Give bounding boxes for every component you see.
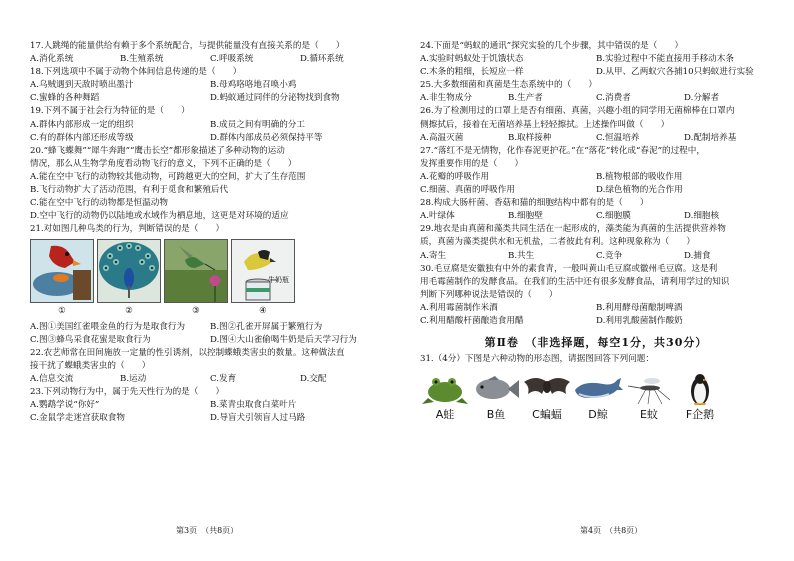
option-a: A.乌贼遇到天敌时喷出墨汁 [30, 80, 134, 91]
option-a: A.叶绿体 [420, 211, 455, 222]
option-b: B.运动 [120, 373, 147, 384]
question-18-options-cd [30, 92, 390, 105]
option-d: D.绿色植物的光合作用 [596, 185, 683, 196]
option-c: C.竞争 [596, 250, 623, 261]
question-25-options [420, 92, 772, 105]
animal-penguin [675, 372, 725, 421]
question-19-options-cd [30, 132, 390, 145]
question-24: 24.下面是“蚂蚁的通讯”探究实验的几个步骤，其中错误的是（ ） [420, 41, 684, 51]
option-d: D.交配 [300, 373, 327, 384]
bird-image-labels [30, 305, 390, 318]
option-d: D.细胞核 [684, 211, 720, 222]
image-label-1: ① [58, 306, 66, 317]
option-c: C.发育 [210, 373, 237, 384]
option-a: A.高温灭菌 [420, 132, 464, 143]
option-a: A.实验时蚂蚁处于饥饿状态 [420, 54, 524, 65]
option-a: A.消化系统 [30, 54, 74, 65]
question-30-line3: 判断下列哪种说法是错误的（ ） [420, 289, 558, 300]
option-d: D.导盲犬引领盲人过马路 [210, 413, 306, 424]
image-label-3: ③ [192, 306, 200, 317]
option-b: B.取样接种 [508, 132, 552, 143]
question-31: 31.（4分）下图是六种动物的形态图，请据图回答下列问题： [420, 354, 654, 365]
question-17: 17.人跳绳的能量供给有赖于多个系统配合，与提供能量没有直接关系的是（ ） [30, 41, 345, 51]
animal-label-e: E蚊 [640, 408, 658, 422]
option-b: B.生产者 [508, 93, 543, 104]
option-b: B.菜青虫取食白菜叶片 [210, 400, 297, 411]
question-28-options [420, 210, 772, 223]
question-19-options-ab [30, 119, 390, 132]
question-21-options-cd [30, 334, 390, 347]
animal-mosquito [624, 372, 674, 421]
option-c: C.图③蜂鸟采食花蜜是取食行为 [30, 334, 151, 345]
option-a: A.能在空中飞行的动物较其他动物，可跨越更大的空间，扩大了生存范围 [30, 171, 306, 182]
option-b: B.实验过程中不能直接用手移动木条 [596, 54, 734, 65]
option-a: A.利用霉菌制作米酒 [420, 302, 498, 313]
question-26-line2: 侧擦拭后，接着在无菌培养基上轻轻擦拭。上述操作叫做（ ） [420, 119, 670, 130]
question-18-options-ab [30, 79, 390, 92]
question-30-options-cd [420, 315, 772, 328]
question-17-options [30, 53, 390, 66]
option-d: D.图④大山雀偷喝牛奶是后天学习行为 [210, 334, 357, 345]
question-18: 18.下列选项中不属于动物个体间信息传递的是（ ） [30, 67, 242, 78]
image-label-2: ② [125, 306, 133, 317]
question-23: 23.下列动物行为中，属于先天性行为的是（ ） [30, 386, 225, 397]
mosquito-icon [624, 372, 674, 406]
question-25: 25.大多数细菌和真菌是生态系统中的（ ） [420, 80, 597, 91]
question-29-line1: 29.地衣是由真菌和藻类共同生活在一起形成的，藻类能为真菌的生活提供营养物 [420, 224, 726, 235]
option-a: A.非生物成分 [420, 93, 472, 104]
animal-fish [471, 372, 521, 421]
option-b: B.飞行动物扩大了活动范围，有利于觅食和繁殖后代 [30, 185, 229, 196]
option-c: C.能在空中飞行的动物都是恒温动物 [30, 198, 168, 209]
option-d: D.群体内部成员必须保持平等 [210, 132, 323, 143]
great-tit-milk-bottle-image [231, 239, 295, 303]
question-23-options-cd [30, 412, 390, 425]
question-19: 19.下列不属于社会行为特征的是（ ） [30, 106, 190, 117]
question-22-line1: 22.农艺师常在田间施放一定量的性引诱剂，以控制蝶蛾类害虫的数量。这种做法直 [30, 347, 345, 358]
option-c: C.金鼠学走迷宫获取食物 [30, 413, 125, 424]
right-column [420, 40, 772, 421]
option-d: D.利用乳酸菌制作酸奶 [596, 315, 683, 326]
option-c: C.恒温培养 [596, 132, 640, 143]
question-30-line1: 30.毛豆腐是安徽独有中外的素食青，一般叫黄山毛豆腐或徽州毛豆腐。这是利 [420, 263, 718, 274]
option-c: C.利用醋酸杆菌酿造食用醋 [420, 315, 524, 326]
option-b: B.成员之间有明确的分工 [210, 119, 305, 130]
option-c: C.蜜蜂的各种舞蹈 [30, 93, 100, 104]
option-d: D.空中飞行的动物仍以陆地或水域作为栖息地，这更是对环境的适应 [30, 211, 289, 222]
penguin-icon [685, 372, 715, 406]
animal-figures [420, 372, 725, 421]
option-b: B.图②孔雀开屏属于繁殖行为 [210, 321, 323, 332]
option-c: C.呼吸系统 [210, 54, 254, 65]
option-d: D.循环系统 [300, 54, 344, 65]
animal-whale [573, 372, 623, 421]
question-22-options [30, 373, 390, 386]
question-27-line1: 27.“落红不是无情物，化作春泥更护花。”在“落花”转化成“春泥”的过程中， [420, 145, 705, 156]
whale-icon [573, 372, 623, 406]
option-b: B.共生 [508, 250, 535, 261]
page-number-3: 第3页 （共8页） [176, 526, 239, 535]
option-a: A.群体内部形成一定的组织 [30, 119, 134, 130]
animal-label-a: A蛙 [435, 408, 455, 422]
question-21: 21.对如图几种鸟类的行为，判断错误的是（ ） [30, 224, 225, 235]
question-27-options-ab [420, 171, 772, 184]
bird-images [30, 239, 390, 303]
question-27-options-cd [420, 184, 772, 197]
question-30-line2: 用毛霉菌制作的发酵食品。在我们的生活中还有很多发酵食品，请利用学过的知识 [420, 276, 730, 287]
animal-label-d: D鲸 [588, 408, 608, 422]
question-20-line1: 20.“蜂飞蝶舞”“犀牛奔跑”“鹰击长空”都形象描述了多种动物的运动 [30, 145, 285, 156]
option-b: B.生殖系统 [120, 54, 164, 65]
question-21-options-ab [30, 321, 390, 334]
fish-icon [473, 372, 519, 406]
question-24-options-ab [420, 53, 772, 66]
option-b: B.利用酵母菌酿制啤酒 [596, 302, 683, 313]
option-b: B.植物根部的吸收作用 [596, 171, 683, 182]
question-23-options-ab [30, 399, 390, 412]
question-20-line2: 情况，那么从生物学角度看动物飞行的意义，下列不正确的是（ ） [30, 158, 297, 169]
bat-icon [522, 372, 572, 406]
question-24-options-cd [420, 66, 772, 79]
option-a: A.鹦鹉学说“你好” [30, 400, 100, 411]
option-d: D.从甲、乙两蚁穴各捕10只蚂蚁进行实验 [596, 67, 754, 78]
option-c: C.有的群体内部还形成等级 [30, 132, 134, 143]
option-b: B.细胞壁 [508, 211, 543, 222]
option-d: D.蚂蚁通过同伴的分泌物找到食物 [210, 93, 340, 104]
option-c: C.木条的粗细，长短应一样 [420, 67, 524, 78]
animal-label-b: B鱼 [486, 408, 506, 422]
peacock-display-image [97, 239, 161, 303]
left-column [30, 40, 390, 425]
question-29-line2: 质，真菌为藻类提供水和无机盐，二者彼此有利。这种现象称为（ ） [420, 237, 696, 248]
option-c: C.消费者 [596, 93, 631, 104]
hummingbird-nectar-image [164, 239, 228, 303]
milk-bottle-label: 牛奶瓶 [268, 276, 289, 285]
frog-icon [422, 372, 468, 406]
option-c: C.细胞膜 [596, 211, 631, 222]
option-d: D.捕食 [684, 250, 711, 261]
question-26-options [420, 132, 772, 145]
page-number-4: 第4页 （共8页） [580, 526, 643, 535]
option-a: A.寄生 [420, 250, 447, 261]
cardinal-feeding-fish-image [30, 239, 94, 303]
animal-frog [420, 372, 470, 421]
option-d: D.配制培养基 [684, 132, 737, 143]
option-b: B.母鸡咯咯地召唤小鸡 [210, 80, 297, 91]
question-29-options [420, 250, 772, 263]
option-a: A.信息交流 [30, 373, 74, 384]
option-c: C.细菌、真菌的呼吸作用 [420, 185, 515, 196]
section-title: 第Ⅱ卷 （非选择题，每空1分，共30分） [484, 336, 708, 350]
option-a: A.图①美国红雀喂金鱼的行为是取食行为 [30, 321, 186, 332]
option-d: D.分解者 [684, 93, 720, 104]
option-a: A.花瓣的呼吸作用 [420, 171, 490, 182]
question-28: 28.构成大肠杆菌、香菇和猫的细胞结构中都有的是（ ） [420, 198, 649, 209]
animal-label-c: C蝙蝠 [532, 408, 562, 422]
question-26-line1: 26.为了检测用过的口罩上是否有细菌、真菌，兴趣小组的同学用无菌棉棒在口罩内 [420, 106, 735, 117]
question-22-line2: 接干扰了蝶蛾类害虫的（ ） [30, 360, 151, 371]
animal-label-f: F企鹅 [685, 408, 715, 422]
question-27-line2: 发挥重要作用的是（ ） [420, 158, 524, 169]
question-30-options-ab [420, 302, 772, 315]
image-label-4: ④ [259, 306, 267, 317]
animal-bat [522, 372, 572, 421]
